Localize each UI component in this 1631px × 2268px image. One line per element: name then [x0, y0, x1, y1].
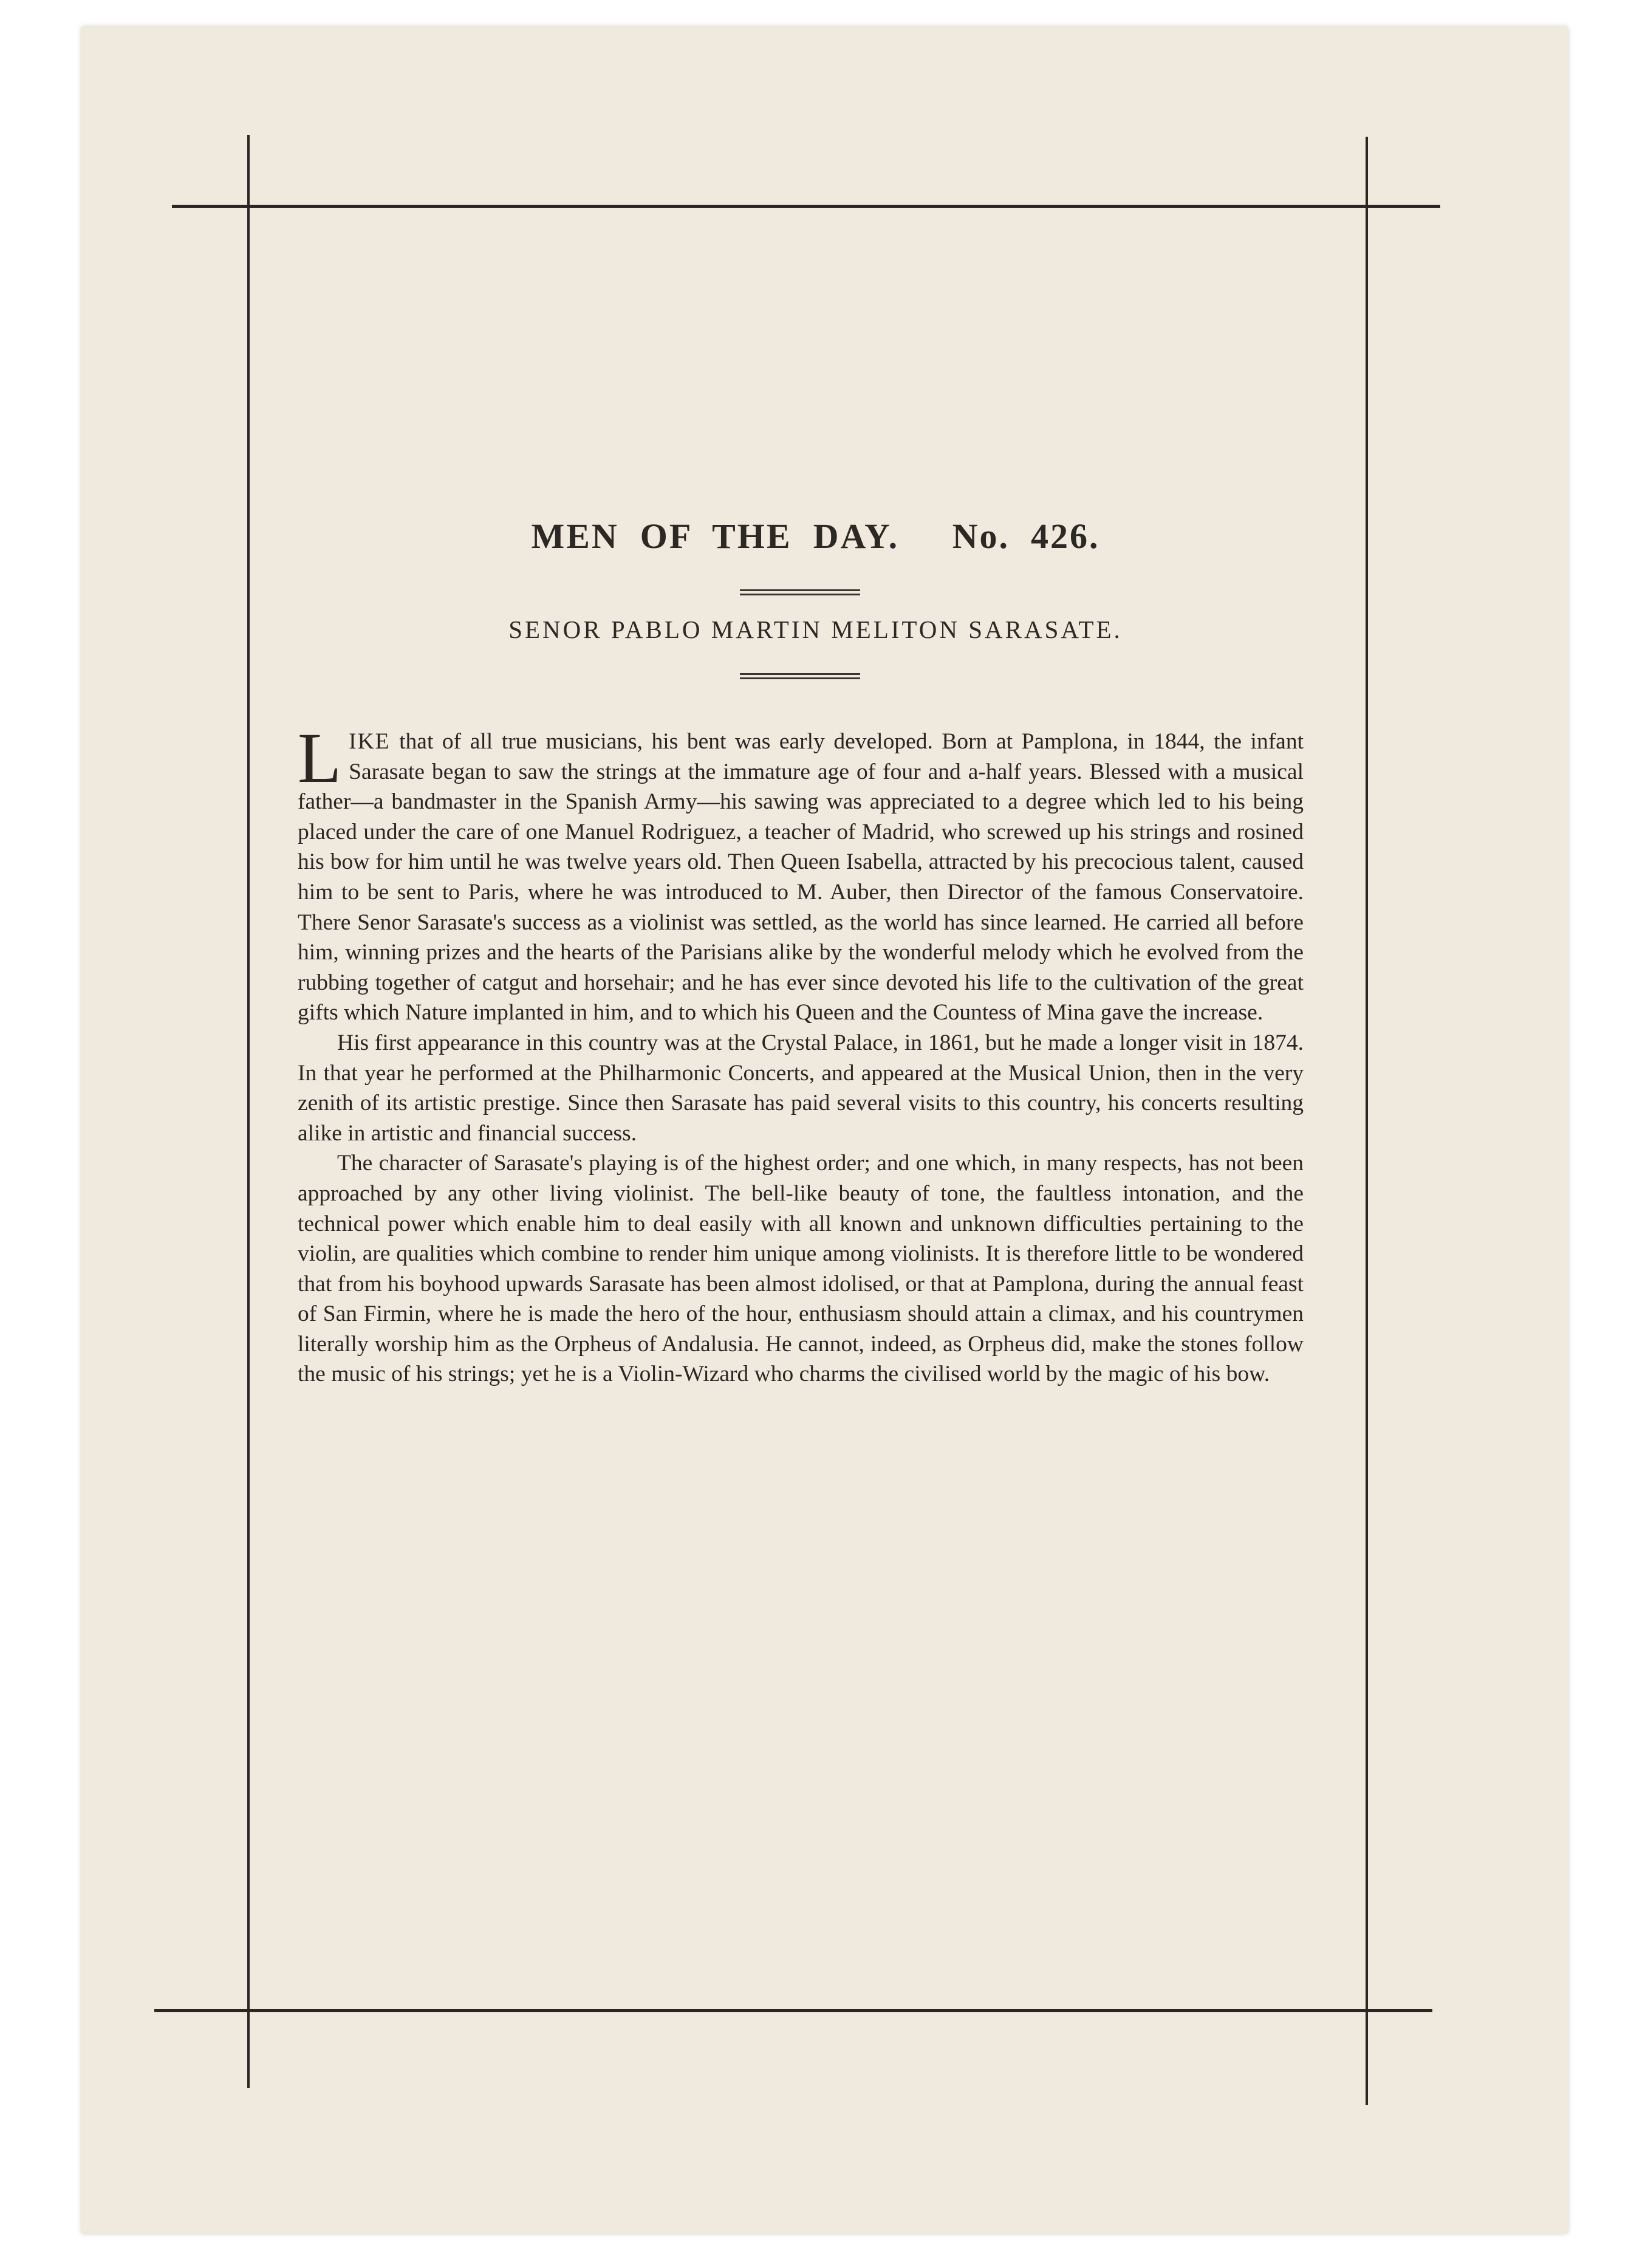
article-paragraph-2: His first appearance in this country was at the Crystal Palace, in 1861, but he made a longer visit in 1874. In that year he performed at the Philharmonic Concerts, and appeared at the Musical Union, then in the very zenith of its artistic prestige. Since then Sarasate has paid several visits to this country, his concerts resulting alike in artistic and financial success. — [298, 1030, 1304, 1146]
ornamental-double-rule-lower — [740, 673, 860, 679]
article-body — [298, 718, 1304, 1389]
article-paragraph-3: The character of Sarasate's playing is of the highest order; and one which, in many respects, has not been approached by any other living violinist. The bell-like beauty of tone, the faultless intonation, and the technical power which enable him to deal easily with all known and unknown difficulties pertaining to the violin, are qualities which combine to render him unique among violinists. It is therefore little to be wondered that from his boyhood upwards Sarasate has been almost idolised, or that at Pamplona, during the annual feast of San Firmin, where he is made the hero of the hour, enthusiasm should attain a climax, and his countrymen literally worship him as the Orpheus of Andalusia. He cannot, indeed, as Orpheus did, make the stones follow the music of his strings; yet he is a Violin-Wizard who charms the civilised world by the magic of his bow. — [298, 1151, 1304, 1387]
frame-bottom-rule — [154, 2009, 1432, 2012]
paragraph-1-text: that of all true musicians, his bent was early developed. Born at Pamplona, in 1844, the infant Sarasate began to saw the strings at the immature age of four and a-half years. Blessed with a musical father—a bandmaster in the Spanish Army—his sawing was appreciated to a degree which led to his being placed under the care of one Manuel Rodriguez, a teacher of Madrid, who screwed up his strings and rosined his bow for him until he was twelve years old. Then Queen Isabella, attracted by his precocious talent, caused him to be sent to Paris, where he was introduced to M. Auber, then Director of the famous Conservatoire. There Senor Sarasate's success as a violinist was settled, as the world has since learned. He carried all before him, winning prizes and the hearts of the Parisians alike by the wonderful melody which he evolved from the rubbing together of catgut and horsehair; and he has ever since devoted his life to the cultivation of the great gifts which Nature implanted in him, and to which his Queen and the Countess of Mina gave the increase. — [298, 729, 1304, 1026]
page-heading: MEN OF THE DAY. No. 426. — [531, 516, 1100, 556]
article-paragraph-1 — [298, 718, 1304, 1028]
frame-left-rule — [247, 135, 250, 2088]
frame-top-rule — [172, 205, 1440, 208]
lead-caps: IKE — [349, 729, 391, 754]
ornamental-double-rule-upper — [740, 589, 860, 595]
frame-right-rule — [1366, 137, 1368, 2105]
article-subject-name: SENOR PABLO MARTIN MELITON SARASATE. — [508, 615, 1123, 643]
drop-cap: L — [298, 718, 342, 798]
